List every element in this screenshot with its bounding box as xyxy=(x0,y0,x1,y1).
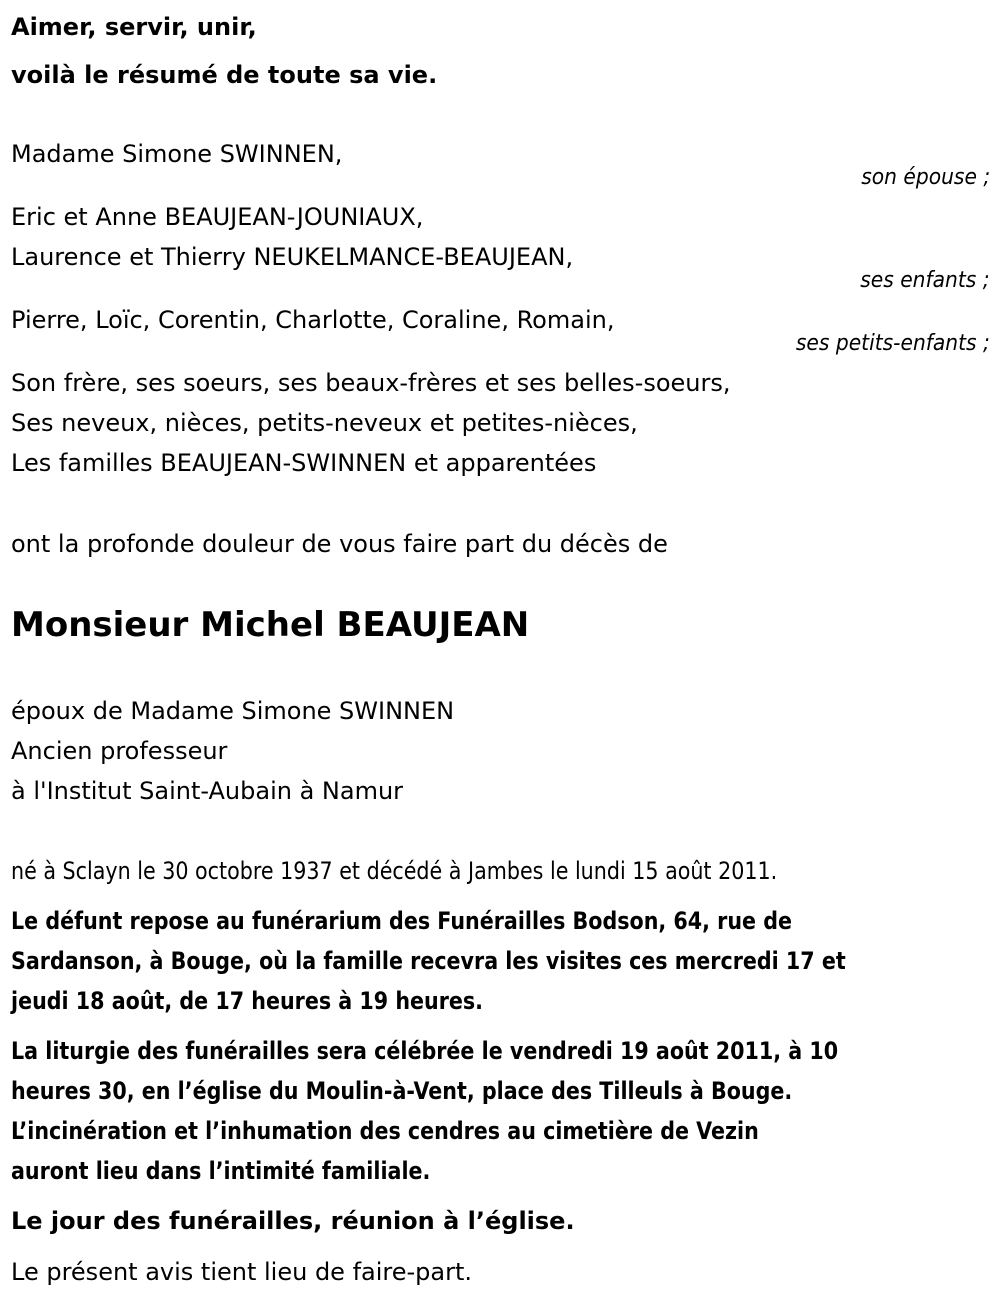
liturgy-line: heures 30, en l’église du Moulin-à-Vent, place des Tilleuls à Bouge. xyxy=(11,1077,793,1105)
epigraph-line: voilà le résumé de toute sa vie. xyxy=(11,61,438,89)
child-name: Eric et Anne BEAUJEAN-JOUNIAUX, xyxy=(11,203,424,231)
detail-line: à l'Institut Saint-Aubain à Namur xyxy=(11,777,404,805)
relatives-line: Les familles BEAUJEAN-SWINNEN et apparentées xyxy=(11,449,597,477)
visitation-line: Le défunt repose au funérarium des Funérailles Bodson, 64, rue de xyxy=(11,907,793,935)
notice-line: Le présent avis tient lieu de faire-part. xyxy=(11,1258,473,1286)
liturgy-line: La liturgie des funérailles sera célébrée le vendredi 19 août 2011, à 10 xyxy=(11,1037,839,1065)
relation-label: ses petits-enfants ; xyxy=(796,331,990,356)
spouse-name: Madame Simone SWINNEN, xyxy=(11,140,343,168)
relatives-line: Ses neveux, nièces, petits-neveux et petites-nièces, xyxy=(11,409,638,437)
visitation-line: jeudi 18 août, de 17 heures à 19 heures. xyxy=(11,987,484,1015)
detail-line: époux de Madame Simone SWINNEN xyxy=(11,697,455,725)
relation-label: son épouse ; xyxy=(861,165,990,190)
relatives-line: Son frère, ses soeurs, ses beaux-frères et ses belles-soeurs, xyxy=(11,369,731,397)
detail-line: Ancien professeur xyxy=(11,737,228,765)
grandchildren-names: Pierre, Loïc, Corentin, Charlotte, Coraline, Romain, xyxy=(11,306,615,334)
liturgy-line: auront lieu dans l’intimité familiale. xyxy=(11,1157,431,1185)
epigraph-line: Aimer, servir, unir, xyxy=(11,13,257,41)
visitation-line: Sardanson, à Bouge, où la famille recevra les visites ces mercredi 17 et xyxy=(11,947,846,975)
child-name: Laurence et Thierry NEUKELMANCE-BEAUJEAN, xyxy=(11,243,574,271)
meeting-note: Le jour des funérailles, réunion à l’église. xyxy=(11,1207,575,1235)
liturgy-line: L’incinération et l’inhumation des cendres au cimetière de Vezin xyxy=(11,1117,759,1145)
announcement-text: ont la profonde douleur de vous faire part du décès de xyxy=(11,530,668,558)
deceased-name: Monsieur Michel BEAUJEAN xyxy=(11,605,530,645)
birth-death-line: né à Sclayn le 30 octobre 1937 et décédé à Jambes le lundi 15 août 2011. xyxy=(11,857,778,885)
relation-label: ses enfants ; xyxy=(860,268,990,293)
